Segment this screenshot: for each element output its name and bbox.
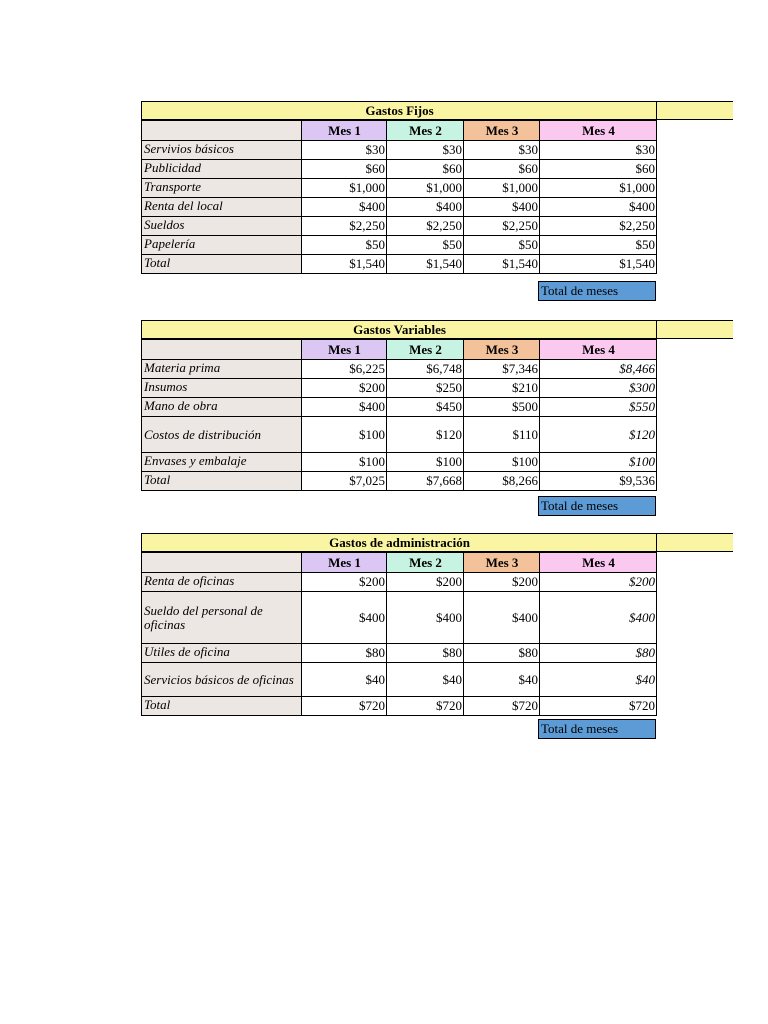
table-row [142, 217, 657, 236]
row-label: Renta del local [142, 198, 302, 217]
cell-mes-3: $2,250 [464, 217, 540, 236]
cell-mes-4: $550 [540, 398, 657, 417]
row-label: Mano de obra [142, 398, 302, 417]
cell-mes-1: $50 [302, 236, 387, 255]
gastos-fijos-title-bar [141, 101, 733, 120]
header-blank-cell [142, 340, 302, 360]
cell-mes-3: $100 [464, 453, 540, 472]
table-row [142, 198, 657, 217]
header-mes-2: Mes 2 [387, 121, 464, 141]
cell-mes-2: $40 [387, 663, 464, 697]
row-label: Sueldo del personal de oficinas [142, 592, 302, 644]
cell-mes-4: $300 [540, 379, 657, 398]
cell-mes-3: $30 [464, 141, 540, 160]
cell-mes-1: $80 [302, 644, 387, 663]
table-row [142, 179, 657, 198]
cell-mes-4: $120 [540, 417, 657, 453]
cell-mes-1: $7,025 [302, 472, 387, 491]
cell-mes-1: $60 [302, 160, 387, 179]
table-row [142, 141, 657, 160]
cell-mes-2: $450 [387, 398, 464, 417]
cell-mes-2: $120 [387, 417, 464, 453]
header-mes-3: Mes 3 [464, 121, 540, 141]
cell-mes-3: $7,346 [464, 360, 540, 379]
cell-mes-2: $720 [387, 697, 464, 716]
cell-mes-1: $30 [302, 141, 387, 160]
table-row [142, 573, 657, 592]
cell-mes-3: $200 [464, 573, 540, 592]
row-label: Papelería [142, 236, 302, 255]
cell-mes-1: $100 [302, 417, 387, 453]
gastos-administracion-table [141, 552, 657, 716]
header-mes-4: Mes 4 [540, 121, 657, 141]
cell-mes-4: $80 [540, 644, 657, 663]
cell-mes-4: $30 [540, 141, 657, 160]
cell-mes-2: $1,000 [387, 179, 464, 198]
gastos-fijos-title: Gastos Fijos [365, 103, 434, 118]
total-row [142, 472, 657, 491]
header-mes-4: Mes 4 [540, 553, 657, 573]
row-label: Publicidad [142, 160, 302, 179]
cell-mes-3: $60 [464, 160, 540, 179]
cell-mes-1: $6,225 [302, 360, 387, 379]
row-label: Servivios básicos [142, 141, 302, 160]
cell-mes-4: $720 [540, 697, 657, 716]
cell-mes-4: $2,250 [540, 217, 657, 236]
cell-mes-1: $720 [302, 697, 387, 716]
row-label: Sueldos [142, 217, 302, 236]
gastos-administracion-title: Gastos de administración [329, 535, 470, 550]
table-row [142, 398, 657, 417]
cell-mes-4: $8,466 [540, 360, 657, 379]
cell-mes-4: $40 [540, 663, 657, 697]
cell-mes-4: $9,536 [540, 472, 657, 491]
cell-mes-3: $50 [464, 236, 540, 255]
cell-mes-1: $1,540 [302, 255, 387, 274]
header-mes-1: Mes 1 [302, 553, 387, 573]
cell-mes-2: $400 [387, 592, 464, 644]
cell-mes-2: $50 [387, 236, 464, 255]
cell-mes-2: $2,250 [387, 217, 464, 236]
cell-mes-4: $1,540 [540, 255, 657, 274]
cell-mes-4: $60 [540, 160, 657, 179]
cell-mes-2: $80 [387, 644, 464, 663]
header-mes-2: Mes 2 [387, 553, 464, 573]
cell-mes-2: $200 [387, 573, 464, 592]
cell-mes-1: $100 [302, 453, 387, 472]
cell-mes-2: $6,748 [387, 360, 464, 379]
total-row [142, 255, 657, 274]
total-meses-cell: Total de meses [538, 496, 656, 516]
table-row [142, 663, 657, 697]
cell-mes-1: $400 [302, 398, 387, 417]
total-row [142, 697, 657, 716]
gastos-variables-table [141, 339, 657, 491]
header-mes-1: Mes 1 [302, 121, 387, 141]
cell-mes-3: $1,000 [464, 179, 540, 198]
row-label: Costos de distribución [142, 417, 302, 453]
table-row [142, 453, 657, 472]
cell-mes-2: $30 [387, 141, 464, 160]
cell-mes-3: $720 [464, 697, 540, 716]
cell-mes-1: $1,000 [302, 179, 387, 198]
cell-mes-3: $210 [464, 379, 540, 398]
cell-mes-4: $50 [540, 236, 657, 255]
cell-mes-4: $100 [540, 453, 657, 472]
table-row [142, 592, 657, 644]
table-row [142, 360, 657, 379]
table-row [142, 236, 657, 255]
row-label: Total [142, 472, 302, 491]
cell-mes-1: $2,250 [302, 217, 387, 236]
header-mes-4: Mes 4 [540, 340, 657, 360]
row-label: Transporte [142, 179, 302, 198]
table-row [142, 379, 657, 398]
gastos-fijos-section [141, 101, 733, 298]
total-meses-cell: Total de meses [538, 281, 656, 301]
cell-mes-4: $200 [540, 573, 657, 592]
cell-mes-1: $40 [302, 663, 387, 697]
row-label: Servicios básicos de oficinas [142, 663, 302, 697]
cell-mes-1: $400 [302, 198, 387, 217]
cell-mes-4: $1,000 [540, 179, 657, 198]
header-mes-3: Mes 3 [464, 553, 540, 573]
cell-mes-4: $400 [540, 592, 657, 644]
row-label: Materia prima [142, 360, 302, 379]
row-label: Total [142, 255, 302, 274]
row-label: Total [142, 697, 302, 716]
cell-mes-1: $400 [302, 592, 387, 644]
cell-mes-3: $1,540 [464, 255, 540, 274]
cell-mes-3: $8,266 [464, 472, 540, 491]
cell-mes-2: $400 [387, 198, 464, 217]
total-meses-cell: Total de meses [538, 719, 656, 739]
cell-mes-3: $110 [464, 417, 540, 453]
cell-mes-1: $200 [302, 573, 387, 592]
gastos-variables-section [141, 320, 733, 513]
cell-mes-2: $1,540 [387, 255, 464, 274]
cell-mes-3: $40 [464, 663, 540, 697]
row-label: Renta de oficinas [142, 573, 302, 592]
cell-mes-3: $400 [464, 592, 540, 644]
header-blank-cell [142, 553, 302, 573]
row-label: Envases y embalaje [142, 453, 302, 472]
header-blank-cell [142, 121, 302, 141]
header-mes-2: Mes 2 [387, 340, 464, 360]
cell-mes-3: $500 [464, 398, 540, 417]
header-mes-1: Mes 1 [302, 340, 387, 360]
cell-mes-2: $250 [387, 379, 464, 398]
gastos-administracion-section [141, 533, 733, 736]
row-label: Utiles de oficina [142, 644, 302, 663]
gastos-variables-title: Gastos Variables [353, 322, 446, 337]
gastos-fijos-table [141, 120, 657, 274]
table-row [142, 644, 657, 663]
row-label: Insumos [142, 379, 302, 398]
cell-mes-2: $60 [387, 160, 464, 179]
cell-mes-3: $80 [464, 644, 540, 663]
cell-mes-2: $100 [387, 453, 464, 472]
table-row [142, 160, 657, 179]
table-row [142, 417, 657, 453]
cell-mes-3: $400 [464, 198, 540, 217]
cell-mes-4: $400 [540, 198, 657, 217]
gastos-variables-title-bar [141, 320, 733, 339]
header-mes-3: Mes 3 [464, 340, 540, 360]
cell-mes-2: $7,668 [387, 472, 464, 491]
gastos-administracion-title-bar [141, 533, 733, 552]
cell-mes-1: $200 [302, 379, 387, 398]
